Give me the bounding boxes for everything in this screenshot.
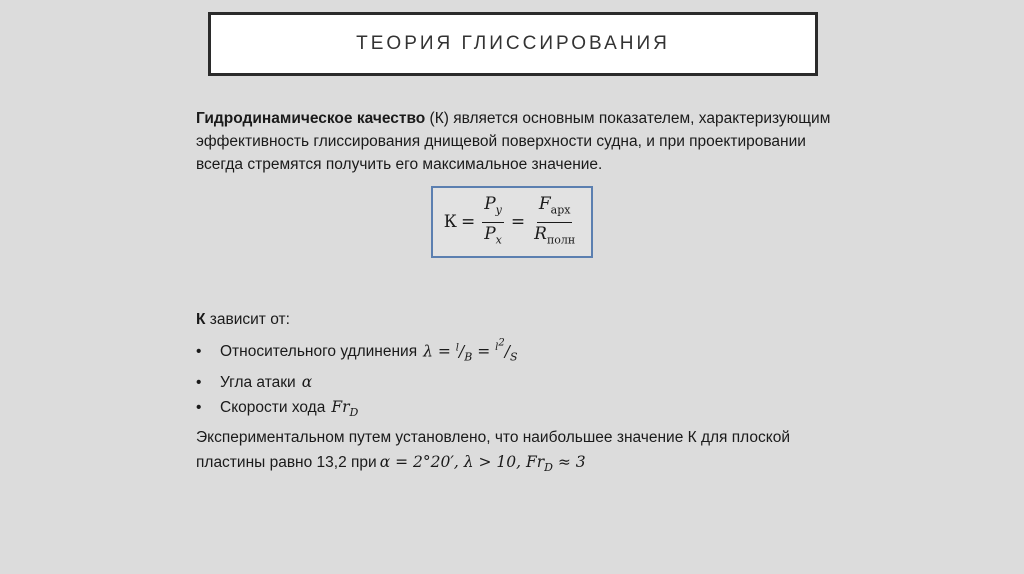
math-part: = (472, 342, 496, 361)
bullet-icon: • (196, 398, 202, 416)
fraction-py-px (482, 194, 504, 250)
math-part: α = 2°20′, λ > 10, Fr (379, 453, 545, 471)
fraction-f-r (532, 194, 577, 250)
fraction-denominator (532, 223, 577, 250)
math-part: 2 (498, 338, 505, 349)
math-part (495, 338, 505, 354)
depends-section (196, 308, 836, 425)
formula-eq1: = (460, 212, 476, 232)
f-symbol: F (538, 194, 551, 215)
result-paragraph (196, 426, 836, 480)
slide-title-box (208, 12, 818, 76)
elongation-formula (423, 332, 517, 370)
intro-text: (К) является основным показателем, характеризующим эффективность глиссирования днищевой поверхности судна, и при проектировании всегда стремятся получить его максимальное значение. (196, 110, 831, 173)
py-symbol: P (484, 194, 496, 215)
intro-paragraph (196, 107, 836, 176)
math-part: D (349, 405, 359, 419)
fraction-denominator (482, 223, 504, 250)
math-part: / (458, 342, 465, 361)
depends-heading-bold: К (196, 311, 206, 328)
bullet-icon: • (196, 373, 202, 391)
formula-box (431, 186, 593, 258)
fraction-numerator (482, 194, 504, 222)
depends-list (196, 332, 836, 425)
list-item (196, 370, 836, 395)
depends-heading (196, 308, 836, 332)
math-part: S (509, 350, 518, 364)
depends-heading-text: зависит от: (205, 311, 290, 328)
alpha-symbol: α (301, 372, 313, 391)
list-item-label: Угла атаки (220, 373, 296, 391)
math-part: l (455, 342, 459, 354)
intro-bold-term: Гидродинамическое качество (196, 110, 426, 127)
formula-eq2: = (510, 212, 526, 232)
math-part: D (544, 461, 553, 475)
math-part: ≈ 3 (557, 453, 586, 471)
px-subscript: x (495, 232, 502, 246)
r-symbol: R (534, 223, 547, 244)
math-part: λ = (423, 342, 456, 361)
list-item-label: Скорости хода (220, 398, 326, 416)
math-part: l (495, 342, 499, 354)
list-item-label: Относительного удлинения (220, 343, 418, 361)
result-text: Экспериментальном путем установлено, что наибольшее значение К для плоской пластины равно 13,2 при (196, 429, 790, 471)
froude-symbol (331, 395, 358, 425)
list-item (196, 332, 836, 370)
result-formula (379, 453, 586, 475)
r-subscript: полн (546, 232, 576, 246)
px-symbol: P (484, 223, 496, 244)
list-item (196, 395, 836, 425)
formula-lhs: К (443, 212, 457, 232)
f-subscript: арх (550, 203, 571, 217)
bullet-icon: • (196, 343, 202, 361)
math-part: Fr (331, 397, 350, 416)
py-subscript: y (495, 203, 502, 217)
math-part: B (464, 350, 473, 364)
fraction-numerator (537, 194, 573, 222)
slide-title: ТЕОРИЯ ГЛИССИРОВАНИЯ (356, 33, 670, 54)
math-part: / (504, 342, 510, 361)
